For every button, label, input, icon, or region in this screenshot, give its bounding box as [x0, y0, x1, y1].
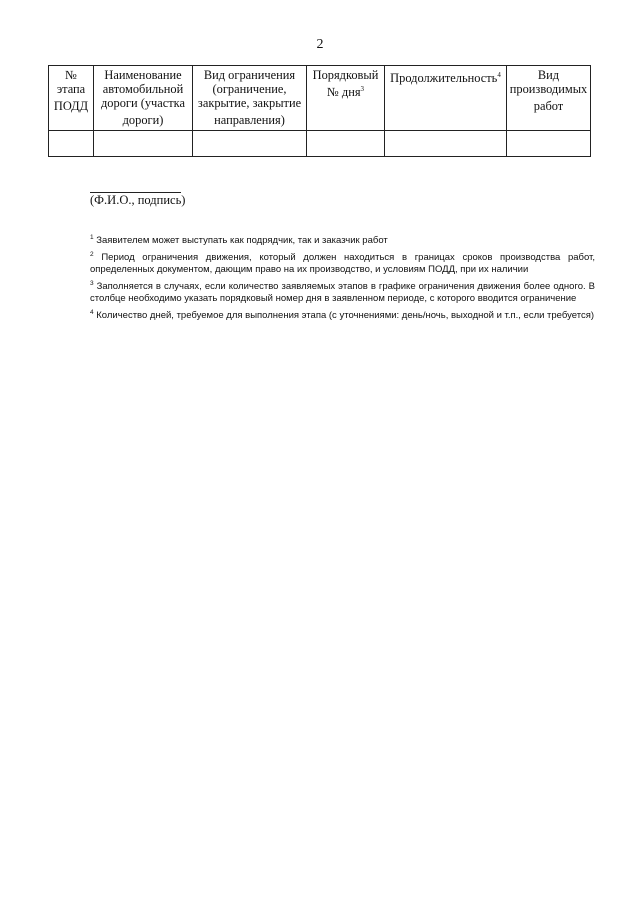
col-header-restriction-type: Вид ограничения (ограничение, закрытие, закрытие направления)	[193, 66, 307, 131]
col-header-stage-number: № этапа ПОДД	[49, 66, 94, 131]
table-row	[49, 131, 591, 157]
col-header-duration: Продолжительность$^4$	[385, 66, 507, 131]
footnote-number: 2	[90, 250, 94, 258]
footnote	[90, 232, 595, 248]
footnote-number: 4	[90, 308, 94, 316]
table-cell[interactable]	[385, 131, 507, 157]
col-header-work-type: Вид производимых работ	[507, 66, 591, 131]
table-cell[interactable]	[49, 131, 94, 157]
footnote-text: Заполняется в случаях, если количество заявляемых этапов в графике ограничения движения более одного. В столбце необходимо указать порядковый номер дня в заявленном периоде, с которого вводится ограничение	[90, 280, 595, 305]
table-header-row	[49, 66, 591, 131]
table-cell[interactable]	[94, 131, 193, 157]
col-header-day-number: Порядковый № дня$^3$	[307, 66, 385, 131]
col-header-road-name: Наименование автомобильной дороги (участка дороги)	[94, 66, 193, 131]
footnote	[90, 307, 595, 323]
footnotes	[90, 232, 595, 323]
footnote	[90, 278, 595, 306]
signature-caption: (Ф.И.О., подпись)	[90, 193, 186, 207]
footnote-text: Количество дней, требуемое для выполнения этапа (с уточнениями: день/ночь, выходной и т.п., если требуется)	[96, 309, 595, 321]
footnote-number: 3	[90, 279, 94, 287]
page-number: 2	[316, 37, 324, 52]
footnote-text: Период ограничения движения, который должен находиться в границах сроков производства работ, определенных документом, дающим право на их производство, и условиям ПОДД, при их наличии	[90, 251, 595, 276]
footnote-text: Заявителем может выступать как подрядчик, так и заказчик работ	[96, 235, 388, 247]
footnote-number: 1	[90, 234, 94, 241]
table-cell[interactable]	[507, 131, 591, 157]
table-cell[interactable]	[193, 131, 307, 157]
restriction-schedule-table	[48, 65, 591, 157]
table-cell[interactable]	[307, 131, 385, 157]
footnote	[90, 249, 595, 277]
